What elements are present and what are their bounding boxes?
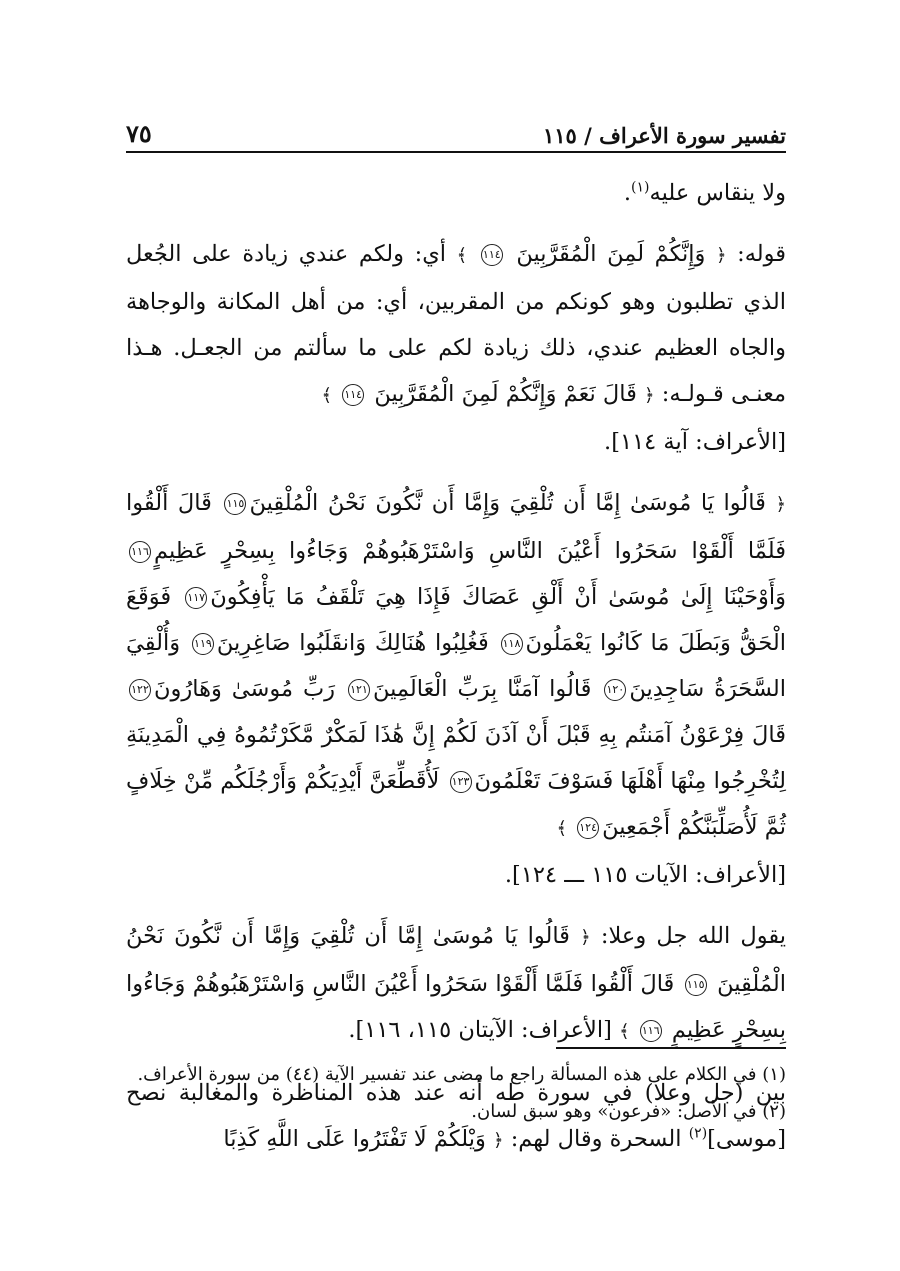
quran-verse: فَوَقَعَ الْحَقُّ وَبَطَلَ مَا كَانُوا يَعْمَلُونَ [126,584,787,656]
footnote-ref-1[interactable]: (١) [631,179,650,196]
main-text [126,170,786,1179]
footnote-mark: (١) [762,1064,786,1085]
verse-number-marker: ١١٦ [640,1020,662,1042]
verse-reference: [الأعراف: الآيتان ١١٥، ١١٦]. [348,1017,612,1043]
verse-number-marker: ١١٤ [481,244,503,266]
verse-number-marker: ١١٦ [129,541,151,563]
footnote-text: في الأصل: «فرعون» وهو سبق لسان. [471,1101,757,1122]
verse-number-marker: ١٢٤ [577,817,599,839]
page-header [126,112,786,148]
quran-verse: قَالُوا آمَنَّا بِرَبِّ الْعَالَمِينَ [372,676,592,702]
paragraph-2: قوله: ﴿ وَإِنَّكُمْ لَمِنَ الْمُقَرَّبِينَ ١١٤ ﴾ أي: ولكم عندي زيادة على الجُعل الذي تطلبون وهو كونكم من المقربين، أي: من أهل المكانة والوجاهة والجاه العظيم عندي، ذلك زيادة لكم على ما سألتم من الجعـل. هـذا معنـى قـولـه: ﴿ قَالَ نَعَمْ وَإِنَّكُمْ لَمِنَ الْمُقَرَّبِينَ ١١٤ ﴾ [الأعراف: آية ١١٤]. [126,241,787,455]
footnote-text: في الكلام على هذه المسألة راجع ما مضى عند تفسير الآية (٤٤) من سورة الأعراف. [137,1064,757,1085]
verse-number-marker: ١٢٢ [129,679,151,701]
ornate-bracket-close: ﴾ [321,385,333,406]
paragraph-5: بين (جل وعلا) في سورة طه أنه عند هذه المناظرة والمغالبة نصح [موسى]$^{(٢)}$ السحرة وقال لهم: ﴿ وَيْلَكُمْ لَا تَفْتَرُوا عَلَى اللَّهِ كَذِبًا [126,1080,786,1152]
paragraph-4: يقول الله جل وعلا: ﴿ قَالُوا يَا مُوسَىٰ إِمَّا أَن تُلْقِيَ وَإِمَّا أَن نَّكُونَ نَحْنُ الْمُلْقِينَ ١١٥ قَالَ أَلْقُوا فَلَمَّا أَلْقَوْا سَحَرُوا أَعْيُنَ النَّاسِ وَاسْتَرْهَبُوهُمْ وَجَاءُوا بِسِحْرٍ عَظِيمٍ ١١٦ ﴾ [الأعراف: الآيتان ١١٥، ١١٦]. [126,923,787,1043]
ornate-bracket-open: ﴿ [493,1130,504,1151]
verse-number-marker: ١٢٣ [450,771,472,793]
footnote-separator [556,1047,786,1049]
ornate-bracket-close: ﴾ [556,818,567,839]
quran-verse: وَأَوْحَيْنَا إِلَىٰ مُوسَىٰ أَنْ أَلْقِ عَصَاكَ فَإِذَا هِيَ تَلْقَفُ مَا يَأْفِكُونَ [210,584,786,610]
footnote-1 [126,1058,786,1091]
footnote-ref-2[interactable]: (٢) [688,1125,708,1142]
paragraph-1: ولا ينقاس عليه$^{(١)}$. [623,179,786,206]
footnote-mark: (٢) [762,1101,786,1122]
ornate-bracket-close: ﴾ [619,1021,630,1042]
verse-number-marker: ١١٥ [685,974,707,996]
verse-reference: [الأعراف: آية ١١٤]. [604,429,786,455]
paragraph-3-quran-passage [126,480,786,898]
verse-reference: [الأعراف: الآيات ١١٥ ـــ ١٢٤]. [504,862,786,888]
quran-verse: وَأُلْقِيَ السَّحَرَةُ سَاجِدِينَ [126,630,786,702]
page-number: ٧٥ [126,119,152,148]
quran-verse: وَيْلَكُمْ لَا تَفْتَرُوا عَلَى اللَّهِ كَذِبًا [223,1126,486,1152]
verse-number-marker: ١١٨ [501,633,523,655]
footnotes [126,1058,786,1132]
quran-verse: قَالَ نَعَمْ وَإِنَّكُمْ لَمِنَ الْمُقَرَّبِينَ [374,381,637,407]
verse-number-marker: ١١٩ [192,633,214,655]
ornate-bracket-open: ﴿ [775,494,787,515]
quran-verse: قَالُوا يَا مُوسَىٰ إِمَّا أَن تُلْقِيَ وَإِمَّا أَن نَّكُونَ نَحْنُ الْمُلْقِينَ [126,923,786,997]
verse-number-marker: ١٢١ [348,679,370,701]
ornate-bracket-open: ﴿ [644,385,655,406]
ornate-bracket-open: ﴿ [716,245,727,266]
quran-verse: لَأُقَطِّعَنَّ أَيْدِيَكُمْ وَأَرْجُلَكُم مِّنْ خِلَافٍ ثُمَّ لَأُصَلِّبَنَّكُمْ أَجْمَعِينَ [126,768,786,840]
quran-verse: قَالَ فِرْعَوْنُ آمَنتُم بِهِ قَبْلَ أَنْ آذَنَ لَكُمْ إِنَّ هَٰذَا لَمَكْرٌ مَّكَرْتُمُوهُ فِي الْمَدِينَةِ لِتُخْرِجُوا مِنْهَا أَهْلَهَا فَسَوْفَ تَعْلَمُونَ [126,722,786,794]
quran-verse: قَالُوا يَا مُوسَىٰ إِمَّا أَن تُلْقِيَ وَإِمَّا أَن نَّكُونَ نَحْنُ الْمُلْقِينَ [249,490,766,516]
verse-number-marker: ١١٥ [224,493,246,515]
footnote-2 [126,1095,786,1128]
running-title: تفسير سورة الأعراف / ١١٥ [542,123,786,148]
header-rule [126,151,786,153]
quran-verse: رَبِّ مُوسَىٰ وَهَارُونَ [154,676,336,702]
quran-verse: وَإِنَّكُمْ لَمِنَ الْمُقَرَّبِينَ [516,241,706,267]
quran-verse: فَغُلِبُوا هُنَالِكَ وَانقَلَبُوا صَاغِرِينَ [216,630,489,656]
quran-verse: قَالَ أَلْقُوا فَلَمَّا أَلْقَوْا سَحَرُوا أَعْيُنَ النَّاسِ وَاسْتَرْهَبُوهُمْ وَجَاءُوا بِسِحْرٍ عَظِيمٍ [126,490,786,564]
verse-number-marker: ١١٤ [342,384,364,406]
verse-number-marker: ١٢٠ [604,679,626,701]
ornate-bracket-close: ﴾ [456,245,468,266]
verse-number-marker: ١١٧ [185,587,207,609]
quran-verse: قَالَ أَلْقُوا فَلَمَّا أَلْقَوْا سَحَرُوا أَعْيُنَ النَّاسِ وَاسْتَرْهَبُوهُمْ وَجَاءُوا بِسِحْرٍ عَظِيمٍ [126,971,786,1043]
ornate-bracket-open: ﴿ [580,927,591,948]
